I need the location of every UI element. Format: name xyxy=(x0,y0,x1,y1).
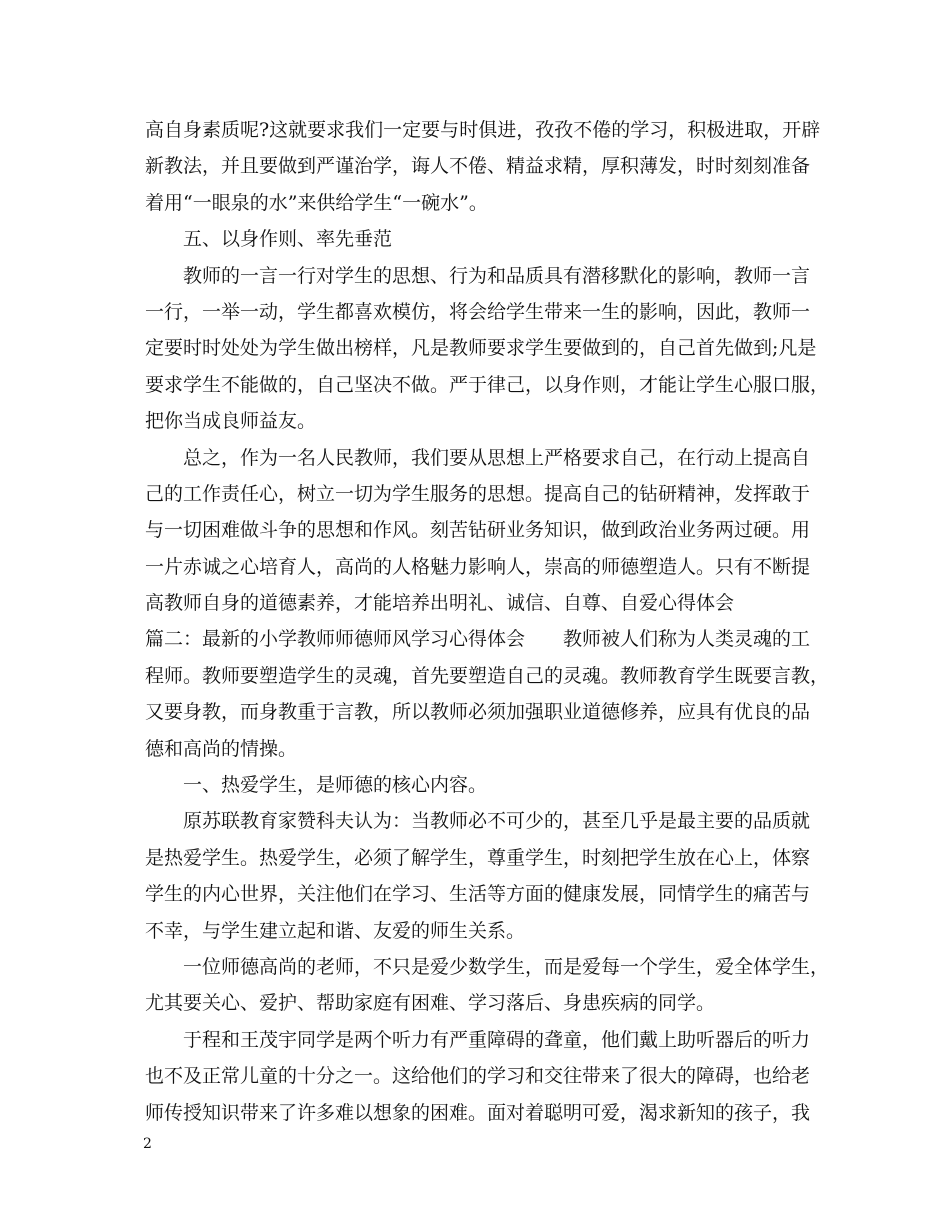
text-line-27: 也不及正常儿童的十分之一。这给他们的学习和交往带来了很大的障碍，也给老 xyxy=(145,1065,811,1088)
text-line-12: 与一切困难做斗争的思想和作风。刻苦钻研业务知识，做到政治业务两过硬。用 xyxy=(145,519,811,542)
text-line-22: 学生的内心世界，关注他们在学习、生活等方面的健康发展，同情学生的痛苦与 xyxy=(145,883,811,906)
text-line-10: 总之，作为一名人民教师，我们要从思想上严格要求自己，在行动上提高自 xyxy=(183,446,811,469)
text-line-16: 程师。教师要塑造学生的灵魂，首先要塑造自己的灵魂。教师教育学生既要言教， xyxy=(145,664,830,687)
text-line-2: 新教法，并且要做到严谨治学，诲人不倦、精益求精，厚积薄发，时时刻刻准备 xyxy=(145,155,811,178)
document-body xyxy=(145,112,830,1131)
text-line-28: 师传授知识带来了许多难以想象的困难。面对着聪明可爱，渴求新知的孩子，我 xyxy=(145,1101,811,1124)
text-line-18: 德和高尚的情操。 xyxy=(145,737,298,760)
text-line-9: 把你当成良师益友。 xyxy=(145,410,317,433)
article-two-heading-line: 篇二：最新的小学教师师德师风学习心得体会 教师被人们称为人类灵魂的工 xyxy=(145,628,811,651)
text-line-1: 高自身素质呢?这就要求我们一定要与时俱进，孜孜不倦的学习，积极进取，开辟 xyxy=(145,119,821,141)
text-line-21: 是热爱学生。热爱学生，必须了解学生，尊重学生，时刻把学生放在心上，体察 xyxy=(145,846,811,869)
text-line-6: 一行，一举一动，学生都喜欢模仿，将会给学生带来一生的影响，因此，教师一 xyxy=(145,300,811,323)
text-line-26: 于程和王茂宇同学是两个听力有严重障碍的聋童，他们戴上助听器后的听力 xyxy=(183,1028,811,1051)
text-line-3: 着用“一眼泉的水”来供给学生“一碗水”。 xyxy=(145,191,488,214)
text-line-8: 要求学生不能做的，自己坚决不做。严于律己，以身作则，才能让学生心服口服， xyxy=(145,373,830,396)
text-line-13: 一片赤诚之心培育人，高尚的人格魅力影响人，崇高的师德塑造人。只有不断提 xyxy=(145,555,811,578)
text-line-14: 高教师自身的道德素养，才能培养出明礼、诚信、自尊、自爱心得体会 xyxy=(145,592,735,615)
text-line-20: 原苏联教育家赞科夫认为：当教师必不可少的，甚至几乎是最主要的品质就 xyxy=(183,810,811,833)
text-line-25: 尤其要关心、爱护、帮助家庭有困难、学习落后、身患疾病的同学。 xyxy=(145,992,716,1015)
page-number: 2 xyxy=(143,1136,152,1152)
section-heading-one: 一、热爱学生，是师德的核心内容。 xyxy=(183,774,488,797)
text-line-23: 不幸，与学生建立起和谐、友爱的师生关系。 xyxy=(145,919,526,942)
section-heading-five: 五、以身作则、率先垂范 xyxy=(183,228,393,251)
text-line-7: 定要时时处处为学生做出榜样，凡是教师要求学生要做到的，自己首先做到;凡是 xyxy=(145,337,817,360)
text-line-17: 又要身教，而身教重于言教，所以教师必须加强职业道德修养，应具有优良的品 xyxy=(145,701,811,724)
text-line-11: 己的工作责任心，树立一切为学生服务的思想。提高自己的钻研精神，发挥敢于 xyxy=(145,482,811,505)
text-line-5: 教师的一言一行对学生的思想、行为和品质具有潜移默化的影响，教师一言 xyxy=(183,264,811,287)
text-line-24: 一位师德高尚的老师，不只是爱少数学生，而是爱每一个学生，爱全体学生， xyxy=(183,955,830,978)
